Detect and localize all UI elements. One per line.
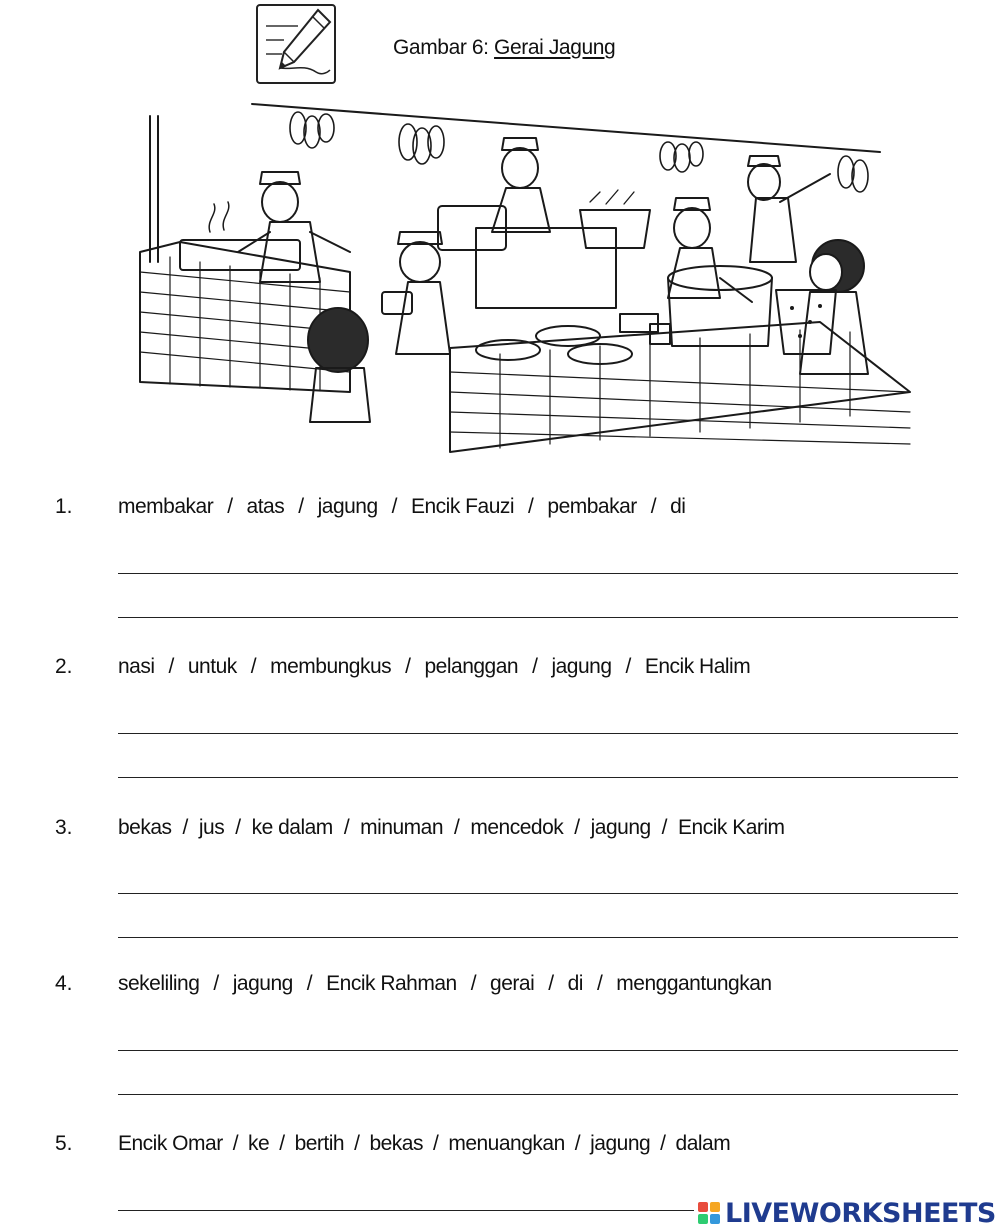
separator: / <box>298 495 304 518</box>
watermark-text: LIVEWORKSHEETS <box>725 1197 996 1229</box>
word: pembakar <box>547 495 637 518</box>
caption-title: Gerai Jagung <box>494 36 616 59</box>
word: bekas <box>369 1132 423 1155</box>
separator: / <box>528 495 534 518</box>
separator: / <box>574 1132 581 1155</box>
word: jagung <box>232 972 293 995</box>
word-list <box>118 1132 958 1156</box>
word: nasi <box>118 655 155 678</box>
separator: / <box>650 495 657 518</box>
separator: / <box>227 495 233 518</box>
word: gerai <box>490 972 535 995</box>
word: minuman <box>360 816 444 839</box>
separator: / <box>250 655 257 678</box>
answer-line[interactable] <box>118 733 958 734</box>
word: pelanggan <box>424 655 519 678</box>
answer-line[interactable] <box>118 573 958 574</box>
answer-line[interactable] <box>118 777 958 778</box>
separator: / <box>168 655 174 678</box>
separator: / <box>660 1132 666 1155</box>
question-number: 4. <box>55 972 73 995</box>
answer-line[interactable] <box>118 937 958 938</box>
question-number: 5. <box>55 1132 73 1155</box>
word: bekas <box>118 816 172 839</box>
separator: / <box>213 972 219 995</box>
word: jagung <box>317 495 378 518</box>
separator: / <box>661 816 668 839</box>
word: membungkus <box>270 655 392 678</box>
word: jagung <box>551 655 612 678</box>
separator: / <box>235 816 241 839</box>
word: menuangkan <box>448 1132 565 1155</box>
word: Encik Omar <box>118 1132 223 1155</box>
word: menggantungkan <box>616 972 772 995</box>
word: mencedok <box>470 816 564 839</box>
separator: / <box>232 1132 239 1155</box>
word: Encik Rahman <box>326 972 457 995</box>
separator: / <box>454 816 460 839</box>
answer-line[interactable] <box>118 893 958 894</box>
separator: / <box>574 816 580 839</box>
question-number: 2. <box>55 655 73 678</box>
word: ke dalam <box>251 816 333 839</box>
question-number: 3. <box>55 816 73 839</box>
figure-caption <box>393 36 615 60</box>
separator: / <box>306 972 313 995</box>
answer-line[interactable] <box>118 1050 958 1051</box>
word-list <box>118 495 958 519</box>
separator: / <box>405 655 411 678</box>
answer-line[interactable] <box>118 617 958 618</box>
word: atas <box>246 495 285 518</box>
separator: / <box>182 816 188 839</box>
separator: / <box>596 972 603 995</box>
liveworksheets-logo-icon <box>697 1200 721 1226</box>
word: jus <box>198 816 225 839</box>
answer-line[interactable] <box>118 1210 694 1211</box>
word-list <box>118 655 958 679</box>
separator: / <box>548 972 554 995</box>
word-list <box>118 972 958 996</box>
separator: / <box>432 1132 439 1155</box>
separator: / <box>625 655 631 678</box>
word: Encik Fauzi <box>411 495 515 518</box>
separator: / <box>391 495 397 518</box>
word: jagung <box>590 1132 651 1155</box>
word: di <box>670 495 686 518</box>
separator: / <box>279 1132 285 1155</box>
liveworksheets-watermark[interactable] <box>697 1198 996 1228</box>
word: sekeliling <box>118 972 200 995</box>
word-list <box>118 816 958 840</box>
caption-prefix: Gambar 6: <box>393 36 495 59</box>
word: membakar <box>118 495 214 518</box>
separator: / <box>532 655 538 678</box>
question-number: 1. <box>55 495 73 518</box>
word: untuk <box>187 655 237 678</box>
word: Encik Halim <box>644 655 751 678</box>
word: jagung <box>590 816 651 839</box>
separator: / <box>354 1132 360 1155</box>
corn-stall-illustration <box>120 92 920 464</box>
word: ke <box>248 1132 270 1155</box>
pencil-writing-icon <box>256 4 336 84</box>
word: dalam <box>675 1132 731 1155</box>
answer-line[interactable] <box>118 1094 958 1095</box>
word: Encik Karim <box>678 816 785 839</box>
word: bertih <box>294 1132 345 1155</box>
separator: / <box>343 816 350 839</box>
separator: / <box>470 972 477 995</box>
word: di <box>567 972 583 995</box>
